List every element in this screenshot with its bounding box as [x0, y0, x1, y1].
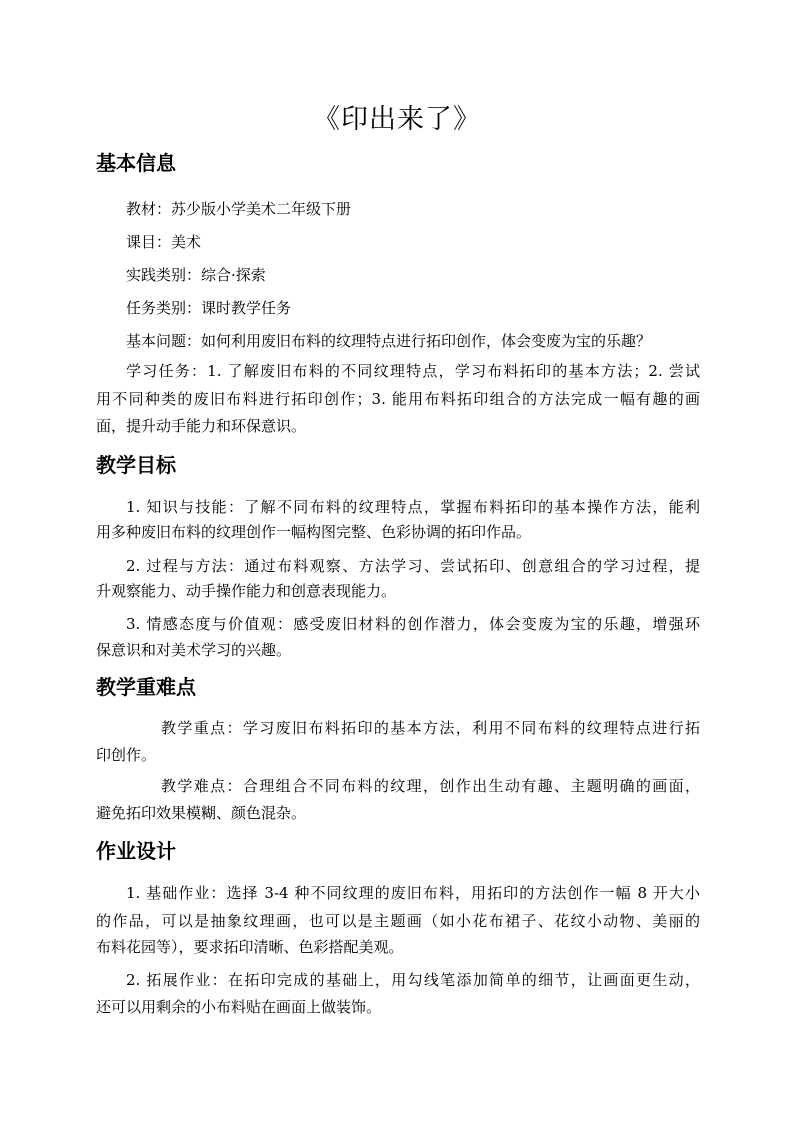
learning-task-line-3: 面，提升动手能力和环保意识。	[96, 417, 307, 435]
learning-task-line-2: 用不同种类的废旧布料进行拓印创作；3. 能用布料拓印组合的方法完成一幅有趣的画	[96, 390, 700, 408]
homework-2-line-2: 还可以用剩余的小布料贴在画面上做装饰。	[96, 998, 382, 1016]
section-heading-homework: 作业设计	[96, 839, 176, 863]
section-heading-basic-info: 基本信息	[96, 151, 176, 175]
task-type-line: 任务类别：课时教学任务	[126, 299, 292, 317]
objective-2-line-2: 升观察能力、动手操作能力和创意表现能力。	[96, 582, 397, 600]
teaching-focus-line-1: 教学重点：学习废旧布料拓印的基本方法，利用不同布料的纹理特点进行拓	[161, 719, 700, 737]
practice-type-line: 实践类别：综合·探索	[126, 266, 266, 284]
section-heading-key-points: 教学重难点	[96, 675, 196, 699]
homework-1-line-1: 1. 基础作业：选择 3-4 种不同纹理的废旧布料，用拓印的方法创作一幅 8 开大小	[126, 884, 700, 902]
objective-3-line-1: 3. 情感态度与价值观：感受废旧材料的创作潜力，体会变废为宝的乐趣，增强环	[126, 615, 700, 633]
material-line: 教材：苏少版小学美术二年级下册	[126, 200, 352, 218]
learning-task-line-1: 学习任务：1. 了解废旧布料的不同纹理特点，学习布料拓印的基本方法；2. 尝试	[126, 362, 700, 380]
basic-question-line: 基本问题：如何利用废旧布料的纹理特点进行拓印创作，体会变废为宝的乐趣？	[126, 332, 652, 350]
teaching-difficulty-line-2: 避免拓印效果模糊、颜色混杂。	[96, 804, 307, 822]
subject-line: 课目：美术	[126, 233, 202, 251]
section-heading-objectives: 教学目标	[96, 453, 176, 477]
homework-1-line-3: 布料花园等），要求拓印清晰、色彩搭配美观。	[96, 938, 404, 956]
document-title: 《印出来了》	[313, 104, 481, 135]
homework-1-line-2: 的作品，可以是抽象纹理画，也可以是主题画（如小花布裙子、花纹小动物、美丽的	[96, 912, 700, 930]
teaching-focus-line-2: 印创作。	[96, 746, 157, 764]
objective-1-line-1: 1. 知识与技能：了解不同布料的纹理特点，掌握布料拓印的基本操作方法，能利	[126, 498, 700, 516]
objective-1-line-2: 用多种废旧布料的纹理创作一幅构图完整、色彩协调的拓印作品。	[96, 523, 532, 541]
objective-2-line-1: 2. 过程与方法：通过布料观察、方法学习、尝试拓印、创意组合的学习过程，提	[126, 557, 700, 575]
teaching-difficulty-line-1: 教学难点：合理组合不同布料的纹理，创作出生动有趣、主题明确的画面，	[161, 777, 700, 795]
objective-3-line-2: 保意识和对美术学习的兴趣。	[96, 641, 292, 659]
homework-2-line-1: 2. 拓展作业：在拓印完成的基础上，用勾线笔添加简单的细节，让画面更生动，	[126, 971, 700, 989]
